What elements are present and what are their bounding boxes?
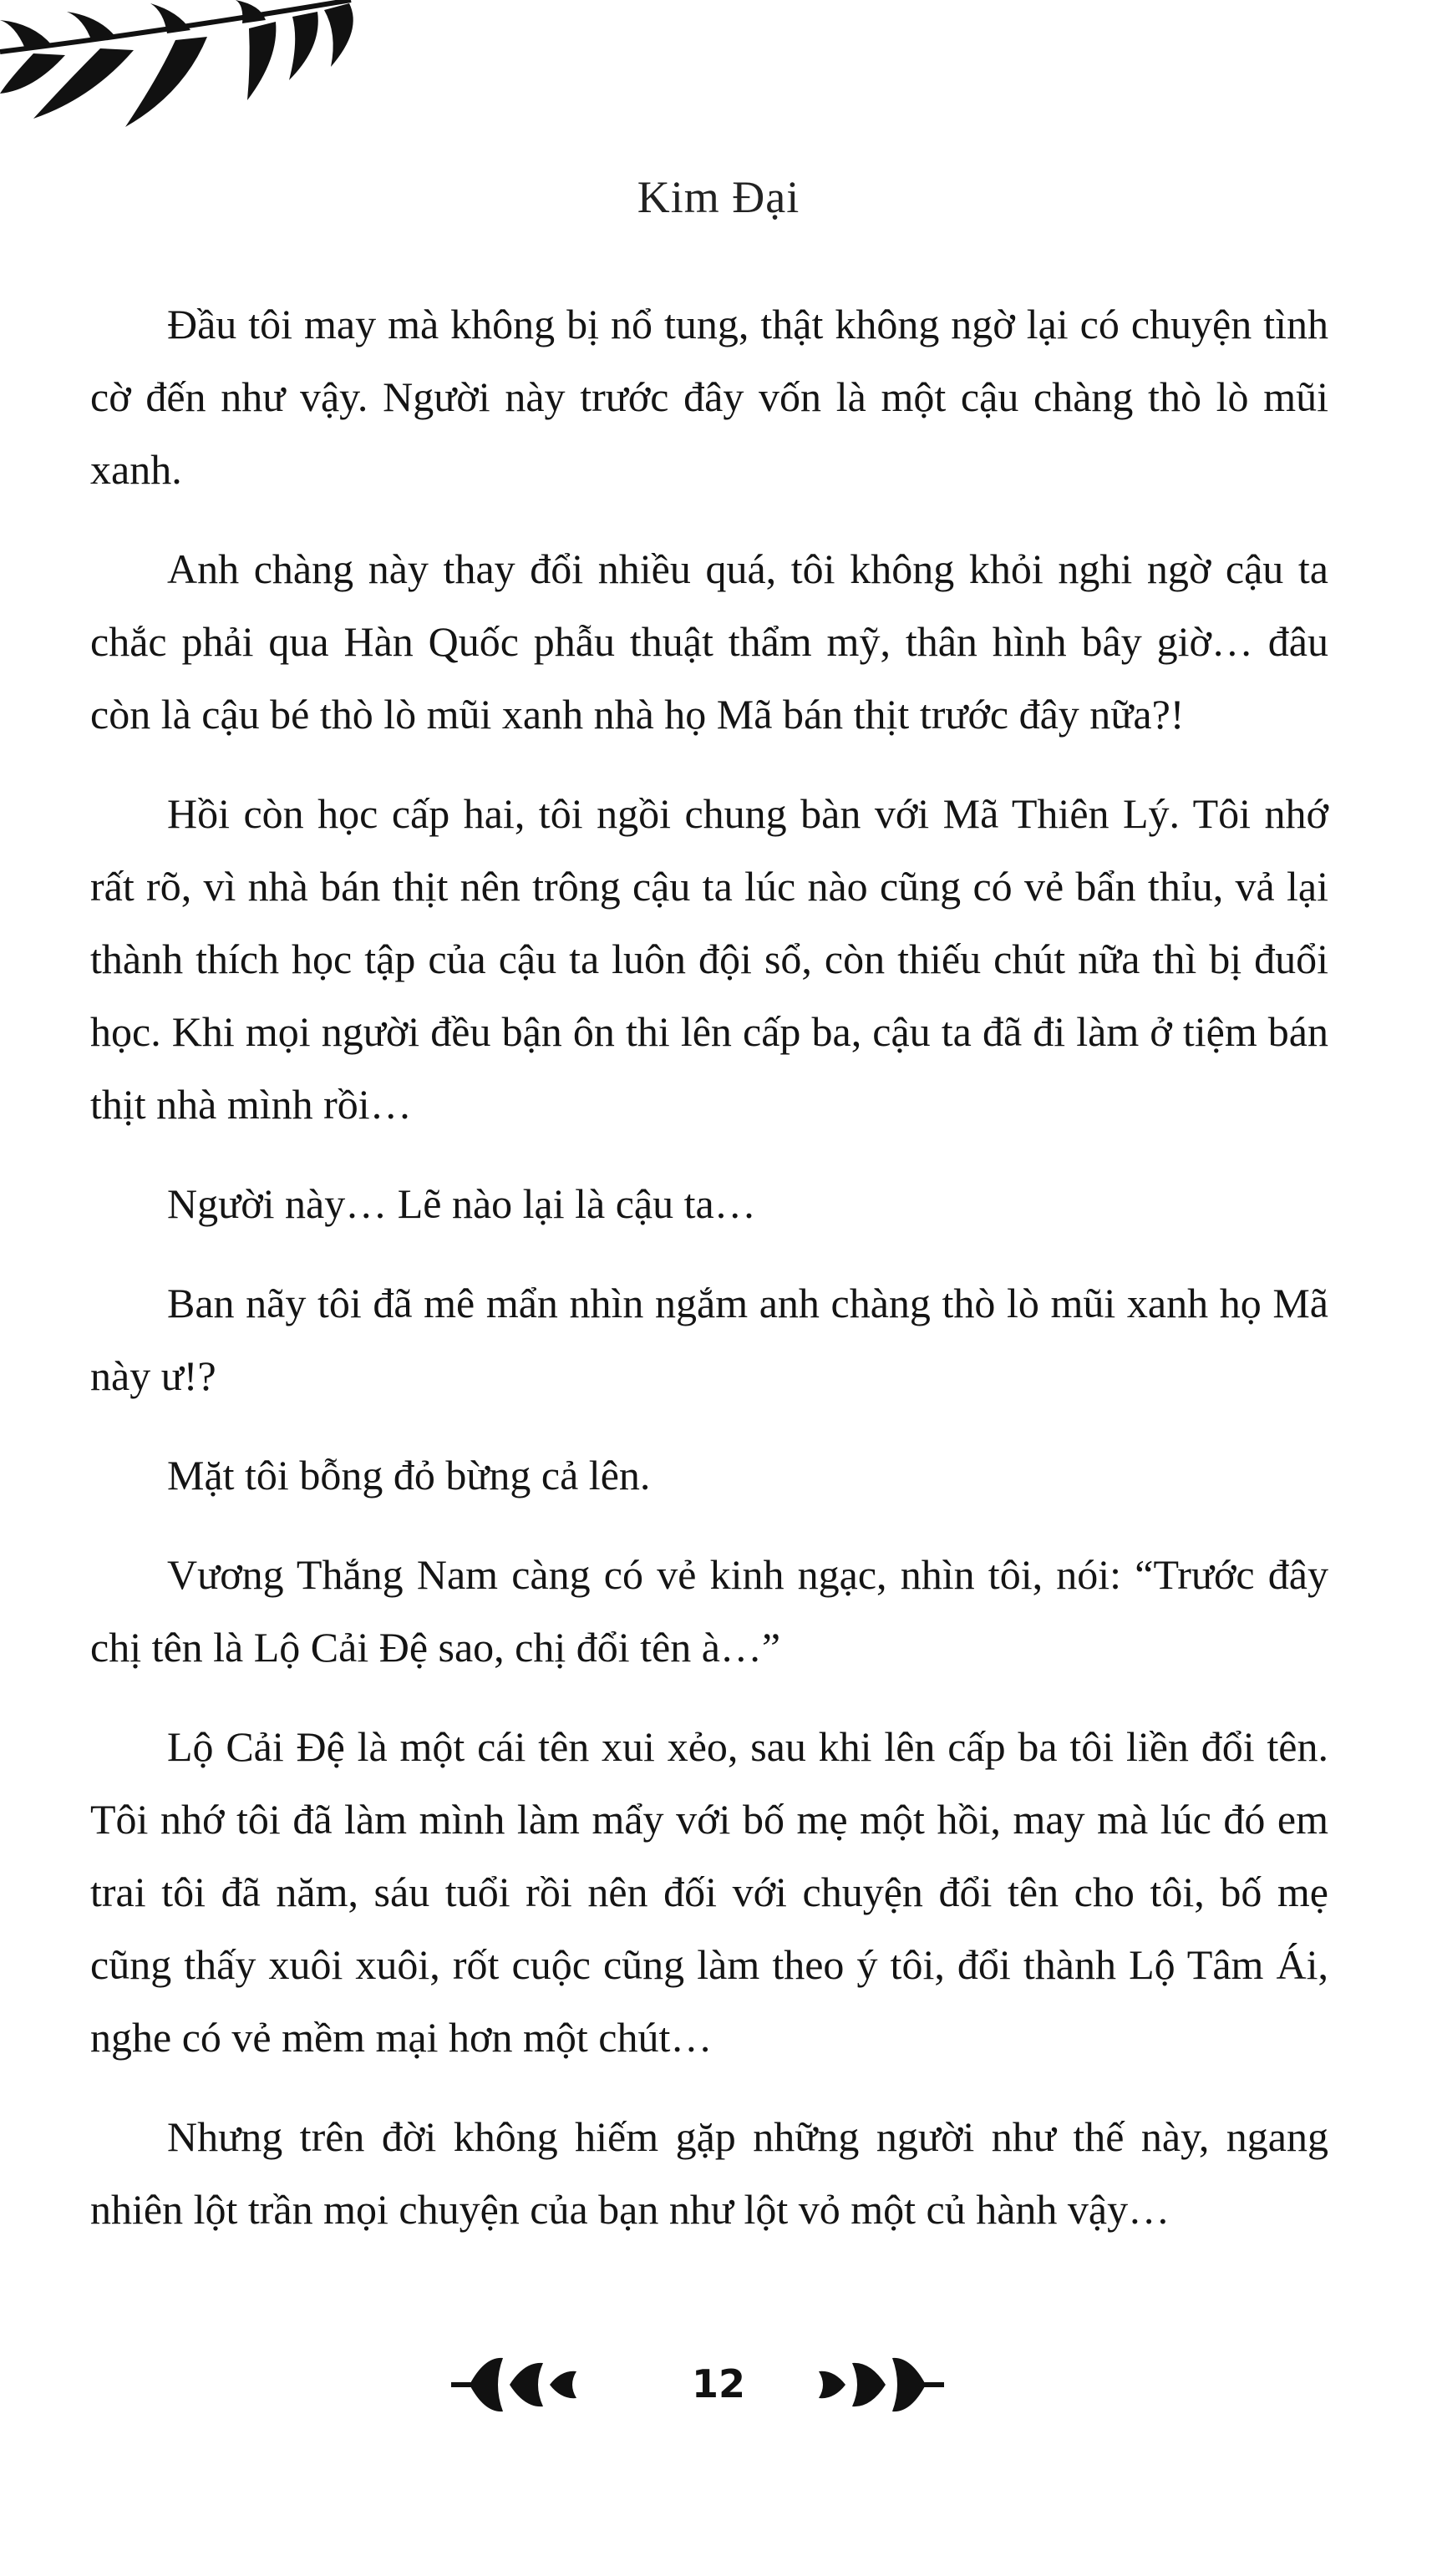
leaf-ornament-left-icon bbox=[451, 2351, 602, 2418]
paragraph: Lộ Cải Đệ là một cái tên xui xẻo, sau khi lên cấp ba tôi liền đổi tên. Tôi nhớ tôi đã làm mình làm mẩy với bố mẹ một hồi, may mà lúc đó em trai tôi đã năm, sáu tuổi rồi nên đối với chuyện đổi tên cho tôi, bố mẹ cũng thấy xuôi xuôi, rốt cuộc cũng làm theo ý tôi, đổi thành Lộ Tâm Ái, nghe có vẻ mềm mại hơn một chút… bbox=[90, 1723, 1328, 2061]
paragraph: Vương Thắng Nam càng có vẻ kinh ngạc, nhìn tôi, nói: “Trước đây chị tên là Lộ Cải Đệ sao, chị đổi tên à…” bbox=[90, 1551, 1328, 1671]
paragraph: Nhưng trên đời không hiếm gặp những người như thế này, ngang nhiên lột trần mọi chuyện của bạn như lột vỏ một củ hành vậy… bbox=[90, 2113, 1328, 2233]
paragraph: Đầu tôi may mà không bị nổ tung, thật không ngờ lại có chuyện tình cờ đến như vậy. Người này trước đây vốn là một cậu chàng thò lò mũi xanh. bbox=[90, 301, 1328, 493]
leaf-ornament-right-icon bbox=[794, 2351, 944, 2418]
paragraph: Hồi còn học cấp hai, tôi ngồi chung bàn với Mã Thiên Lý. Tôi nhớ rất rõ, vì nhà bán thịt nên trông cậu ta lúc nào cũng có vẻ bẩn thỉu, vả lại thành thích học tập của cậu ta luôn đội sổ, còn thiếu chút nữa thì bị đuổi học. Khi mọi người đều bận ôn thi lên cấp ba, cậu ta đã đi làm ở tiệm bán thịt nhà mình rồi… bbox=[90, 790, 1328, 1128]
page-footer bbox=[0, 2351, 1437, 2435]
paragraph: Người này… Lẽ nào lại là cậu ta… bbox=[167, 1180, 756, 1227]
paragraph: Mặt tôi bỗng đỏ bừng cả lên. bbox=[167, 1452, 651, 1498]
running-header: Kim Đại bbox=[637, 172, 800, 222]
paragraph: Anh chàng này thay đổi nhiều quá, tôi không khỏi nghi ngờ cậu ta chắc phải qua Hàn Quốc phẫu thuật thẩm mỹ, thân hình bây giờ… đâu còn là cậu bé thò lò mũi xanh nhà họ Mã bán thịt trước đây nữa?! bbox=[90, 545, 1328, 738]
body-text bbox=[90, 288, 1328, 2273]
page-number: 12 bbox=[691, 2361, 745, 2406]
leaf-branch-icon bbox=[0, 0, 368, 150]
paragraph: Ban nãy tôi đã mê mẩn nhìn ngắm anh chàng thò lò mũi xanh họ Mã này ư!? bbox=[90, 1280, 1328, 1399]
